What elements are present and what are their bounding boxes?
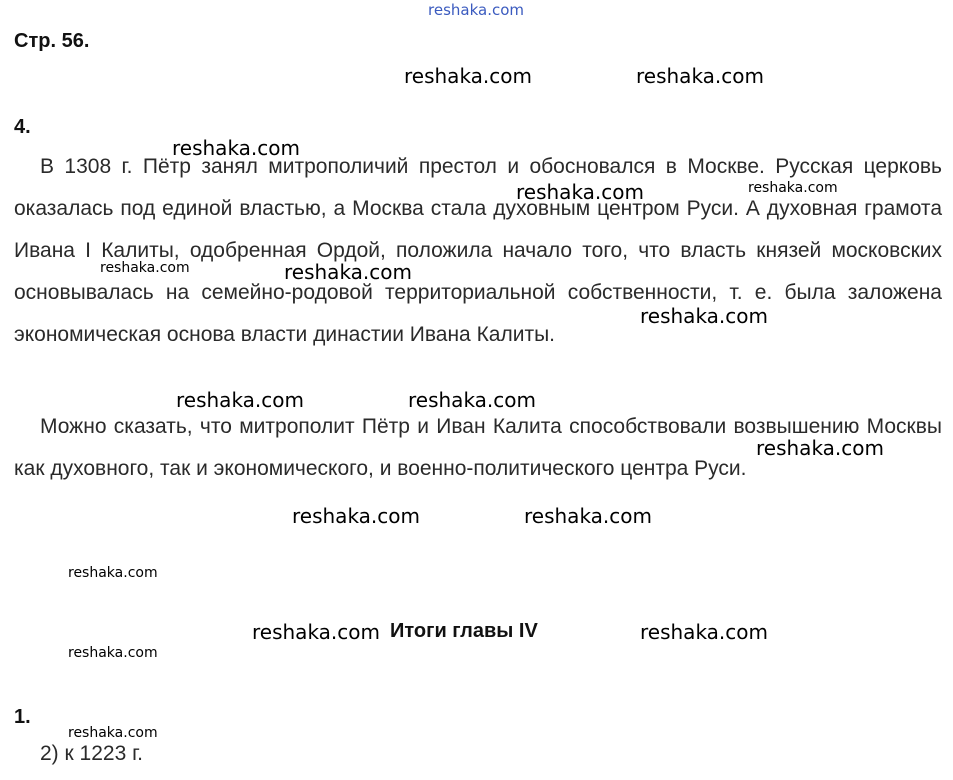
- watermark-link[interactable]: reshaka.com: [428, 1, 524, 19]
- paragraph: В 1308 г. Пётр занял митрополичий престол и обосновался в Москве. Русская церковь оказалась под единой властью, а Москва стала духовным центром Руси. А духовная грамота Ивана I Калиты, одобренная Ордой, положила начало того, что власть князей московских основывалась на семейно-родовой территориальной собственности, т. е. была заложена экономическая основа власти династии Ивана Калиты.: [14, 155, 942, 346]
- watermark: reshaka.com: [172, 136, 300, 160]
- watermark: reshaka.com: [524, 504, 652, 528]
- watermark: reshaka.com: [408, 388, 536, 412]
- section-number: 4.: [14, 116, 31, 138]
- watermark: reshaka.com: [640, 304, 768, 328]
- watermark: reshaka.com: [100, 260, 190, 276]
- watermark: reshaka.com: [292, 504, 420, 528]
- watermark: reshaka.com: [252, 620, 380, 644]
- paragraph: Можно сказать, что митрополит Пётр и Иван Калита способствовали возвышению Москвы как духовного, так и экономического, и военно-политического центра Руси.: [14, 415, 942, 480]
- watermark: reshaka.com: [516, 180, 644, 204]
- watermark: reshaka.com: [636, 64, 764, 88]
- watermark: reshaka.com: [68, 725, 158, 741]
- watermark: reshaka.com: [176, 388, 304, 412]
- question-answer: 2) к 1223 г.: [40, 742, 144, 765]
- watermark: reshaka.com: [640, 620, 768, 644]
- chapter-title: Итоги главы IV: [390, 620, 538, 642]
- watermark: reshaka.com: [404, 64, 532, 88]
- page-label: Стр. 56.: [14, 30, 90, 52]
- watermark: reshaka.com: [748, 180, 838, 196]
- watermark: reshaka.com: [68, 645, 158, 661]
- watermark: reshaka.com: [68, 565, 158, 581]
- watermark: reshaka.com: [284, 260, 412, 284]
- question-number: 1.: [14, 706, 31, 728]
- watermark: reshaka.com: [756, 436, 884, 460]
